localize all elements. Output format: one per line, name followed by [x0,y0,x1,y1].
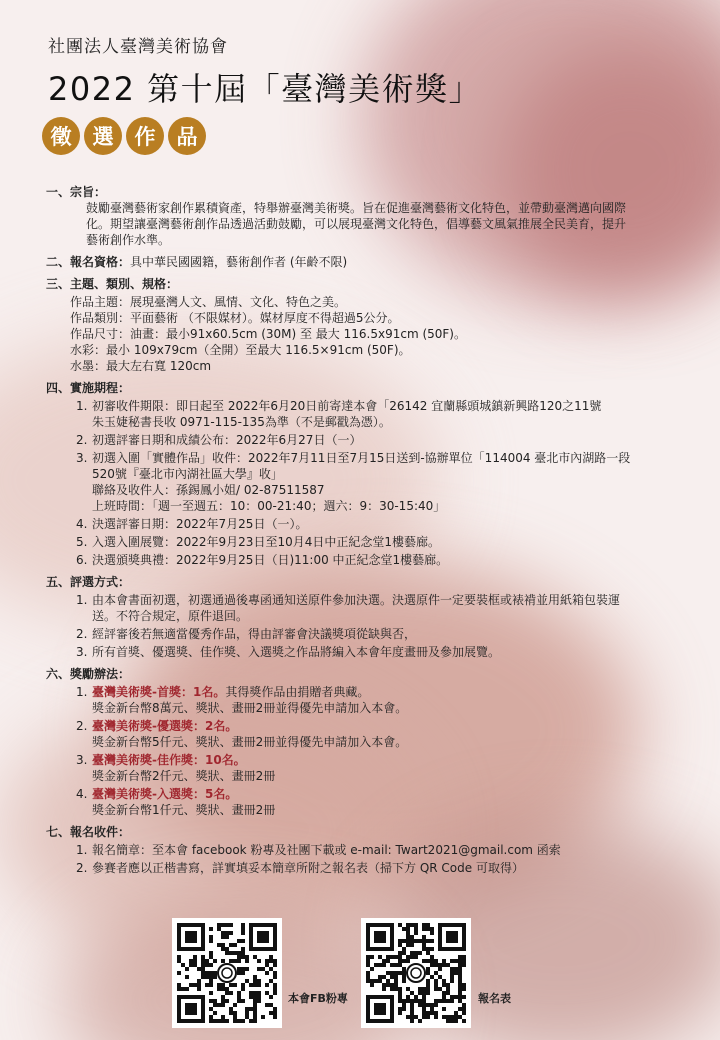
item-number: 1. [76,843,88,857]
item-line: 報名簡章：至本會 facebook 粉專及社團下載或 e-mail: Twart2021@gmail.com 函索 [92,843,561,857]
list-item [46,860,682,876]
section-purpose-heading: 一、宗旨： [46,185,107,199]
theme-line: 作品尺寸：油畫：最小91x60.5cm (30M) 至 最大 116.5x91cm (50F)。 [70,327,466,341]
fb-qr-label: 本會FB粉專 [288,992,348,1005]
item-number: 2. [76,433,88,447]
page-title: 2022 第十屆「臺灣美術獎」 [48,70,483,108]
subtitle-badges [42,117,206,155]
item-number: 4. [76,517,88,531]
item-number: 6. [76,553,88,567]
fb-qr-code[interactable] [172,918,282,1028]
item-line: 聯絡及收件人：孫錫鳳小姐/ 02-87511587 [92,483,325,497]
theme-line: 作品主題：展現臺灣人文、風情、文化、特色之美。 [70,295,347,309]
item-line: 送。不符合規定，原件退回。 [92,609,249,623]
purpose-line: 化。期望讓臺灣藝術創作品透過活動鼓勵，可以展現臺灣文化特色，倡導藝文風氣推展全民美育，提升 [86,217,627,231]
purpose-line: 鼓勵臺灣藝術家創作累積資產，特舉辦臺灣美術獎。旨在促進臺灣藝術文化特色，並帶動臺灣邁向國際 [86,201,627,215]
organizer-name: 社團法人臺灣美術協會 [48,37,228,57]
item-line: 參賽者應以正楷書寫，詳實填妥本簡章所附之報名表（掃下方 QR Code 可取得） [92,861,524,875]
rules-body [46,180,682,876]
award-item [46,684,682,716]
section-eligibility-value: 具中華民國國籍，藝術創作者 (年齡不限) [130,255,348,269]
item-number: 2. [76,719,88,733]
list-item [46,644,682,660]
item-number: 1. [76,399,88,413]
section-theme-heading: 三、主題、類別、規格： [46,277,179,291]
list-item [46,842,682,858]
theme-line: 水彩：最小 109x79cm（全開）至最大 116.5×91cm (50F)。 [70,343,411,357]
item-line: 由本會書面初選，初選通過後專函通知送原件參加決選。決選原件一定要裝框或裱褙並用紙箱包裝運 [92,593,621,607]
subtitle-char-3: 作 [126,117,164,155]
section-eligibility [46,254,682,270]
item-number: 3. [76,451,88,465]
item-line: 520號『臺北市內湖社區大學』收」 [92,467,283,481]
purpose-line: 藝術創作水準。 [86,233,171,247]
award-prize: 獎金新台幣5仟元、獎狀、畫冊2冊並得優先申請加入本會。 [92,735,408,749]
list-item [46,534,682,550]
item-line: 上班時間：「週一至週五：10：00-21:40；週六：9：30-15:40」 [92,499,446,513]
section-awards-heading: 六、獎勵辦法： [46,667,131,681]
item-number: 2. [76,627,88,641]
section-registration-heading: 七、報名收件： [46,825,131,839]
item-line: 決選頒獎典禮：2022年9月25日（日)11:00 中正紀念堂1樓藝廊。 [92,553,449,567]
section-eligibility-heading: 二、報名資格： [46,255,131,269]
item-number: 2. [76,861,88,875]
section-judging-heading: 五、評選方式： [46,575,131,589]
subtitle-char-4: 品 [168,117,206,155]
item-line: 經評審後若無適當優秀作品，得由評審會決議獎項從缺與否， [92,627,417,641]
item-number: 4. [76,787,88,801]
award-item [46,718,682,750]
section-theme-text [46,294,682,374]
award-prize: 獎金新台幣1仟元、獎狀、畫冊2冊 [92,803,276,817]
theme-line: 水墨：最大左右寬 120cm [70,359,212,373]
section-schedule-heading: 四、實施期程： [46,381,131,395]
award-name: 臺灣美術獎-佳作獎：10名。 [92,753,246,767]
section-purpose-text [46,200,682,248]
subtitle-char-1: 徵 [42,117,80,155]
award-item [46,786,682,818]
award-name: 臺灣美術獎-優選獎：2名。 [92,719,238,733]
item-line: 初審收件期限：即日起至 2022年6月20日前寄達本會「26142 宜蘭縣頭城鎮新興路120之11號 [92,399,602,413]
item-line: 初選入圍「實體作品」收件：2022年7月11日至7月15日送到-協辦單位「114004 臺北市內湖路一段 [92,451,631,465]
award-name: 臺灣美術獎-入選獎：5名。 [92,787,238,801]
theme-line: 作品類別：平面藝術 （不限媒材）。媒材厚度不得超過5公分。 [70,311,400,325]
form-qr-label: 報名表 [478,992,511,1005]
item-line: 初選評審日期和成績公布：2022年6月27日（一） [92,433,362,447]
award-item [46,752,682,784]
item-line: 朱玉婕秘書長收 0971-115-135為準（不是郵戳為憑）。 [92,415,391,429]
qr-code-icon [172,918,282,1028]
list-item [46,592,682,624]
list-item [46,450,682,514]
item-line: 決選評審日期：2022年7月25日（一）。 [92,517,308,531]
item-number: 1. [76,685,88,699]
item-number: 1. [76,593,88,607]
item-line: 入選入圍展覽：2022年9月23日至10月4日中正紀念堂1樓藝廊。 [92,535,440,549]
qr-code-icon [361,918,471,1028]
award-note: 其得獎作品由捐贈者典藏。 [225,685,370,699]
award-name: 臺灣美術獎-首獎：1名。 [92,685,226,699]
subtitle-char-2: 選 [84,117,122,155]
item-number: 3. [76,645,88,659]
list-item [46,432,682,448]
list-item [46,626,682,642]
award-prize: 獎金新台幣8萬元、獎狀、畫冊2冊並得優先申請加入本會。 [92,701,408,715]
item-number: 5. [76,535,88,549]
list-item [46,552,682,568]
item-line: 所有首獎、優選獎、佳作獎、入選獎之作品將編入本會年度畫冊及參加展覽。 [92,645,501,659]
item-number: 3. [76,753,88,767]
form-qr-code[interactable] [361,918,471,1028]
list-item [46,516,682,532]
list-item [46,398,682,430]
award-prize: 獎金新台幣2仟元、獎狀、畫冊2冊 [92,769,276,783]
